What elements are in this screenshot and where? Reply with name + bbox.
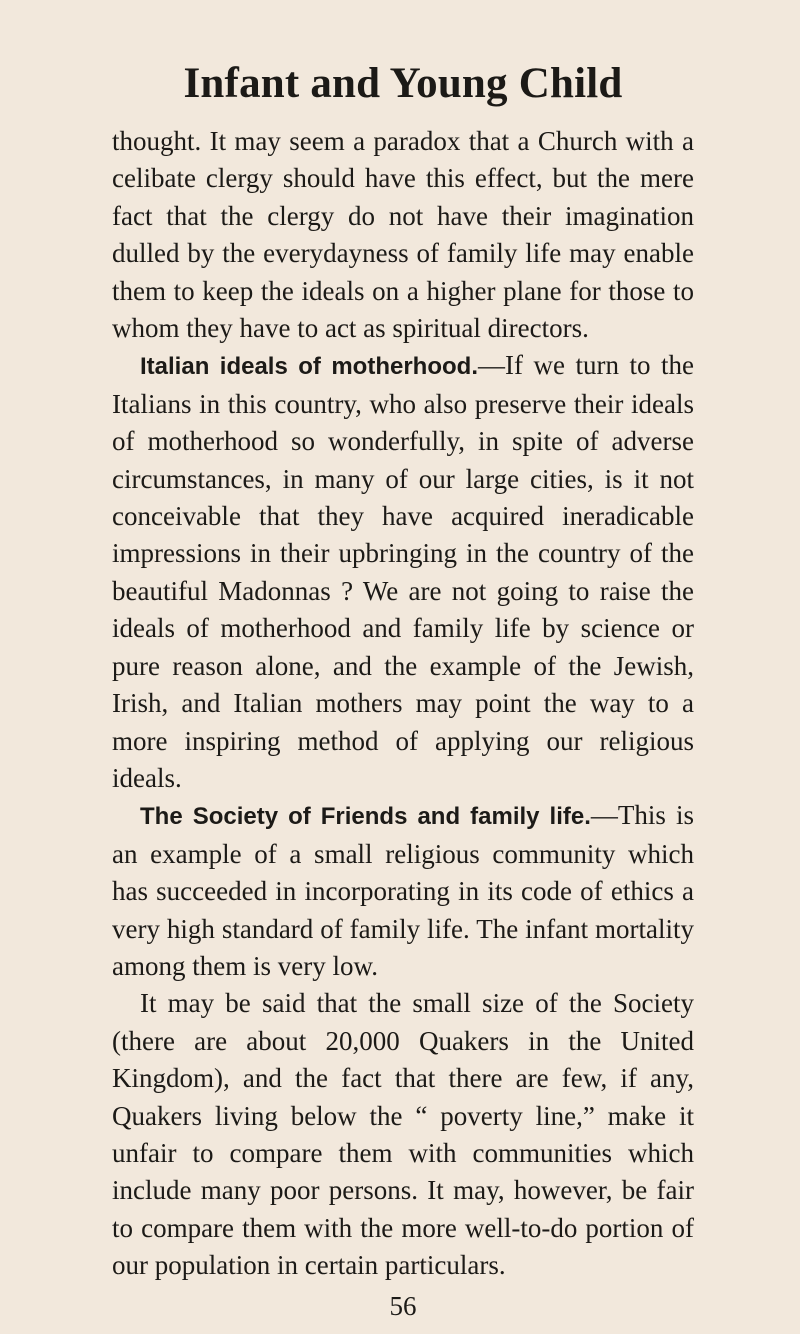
paragraph-continuation (112, 123, 694, 347)
section-heading: The Society of Friends and family life. (140, 803, 591, 831)
paragraph-text: —This is an example of a small religious community which has succeeded in incorporating in its code of ethics a very high standard of family life. The infant mortality among them is very low. (112, 800, 694, 981)
body-text (112, 123, 694, 1285)
section-heading: Italian ideals of motherhood. (140, 353, 478, 381)
paragraph-society-of-friends (112, 797, 694, 985)
paragraph-quakers (112, 985, 694, 1284)
paragraph-text: —If we turn to the Italians in this country, who also preserve their ideals of motherhood so wonderfully, in spite of adverse circumstances, in many of our large cities, is it not conceivable that they have acquired ineradicable impressions in their upbringing in the country of the beautiful Madonnas ? We are not going to raise the ideals of motherhood and family life by science or pure reason alone, and the example of the Jewish, Irish, and Italian mothers may point the way to a more inspiring method of applying our religious ideals. (112, 350, 694, 793)
running-head: Infant and Young Child (183, 60, 623, 107)
paragraph-text: It may be said that the small size of the Society (there are about 20,000 Quakers in the United Kingdom), and the fact that there are few, if any, Quakers living below the “ poverty line,” make it unfair to compare them with communities which include many poor persons. It may, however, be fair to compare them with the more well-to-do portion of our population in certain particulars. (112, 988, 694, 1281)
page-number: 56 (389, 1290, 417, 1321)
paragraph-italian-ideals (112, 347, 694, 797)
paragraph-text: thought. It may seem a paradox that a Church with a celibate clergy should have this effect, but the mere fact that the clergy do not have their imagination dulled by the everydayness of family life may enable them to keep the ideals on a higher plane for those to whom they have to act as spiritual directors. (112, 126, 694, 344)
